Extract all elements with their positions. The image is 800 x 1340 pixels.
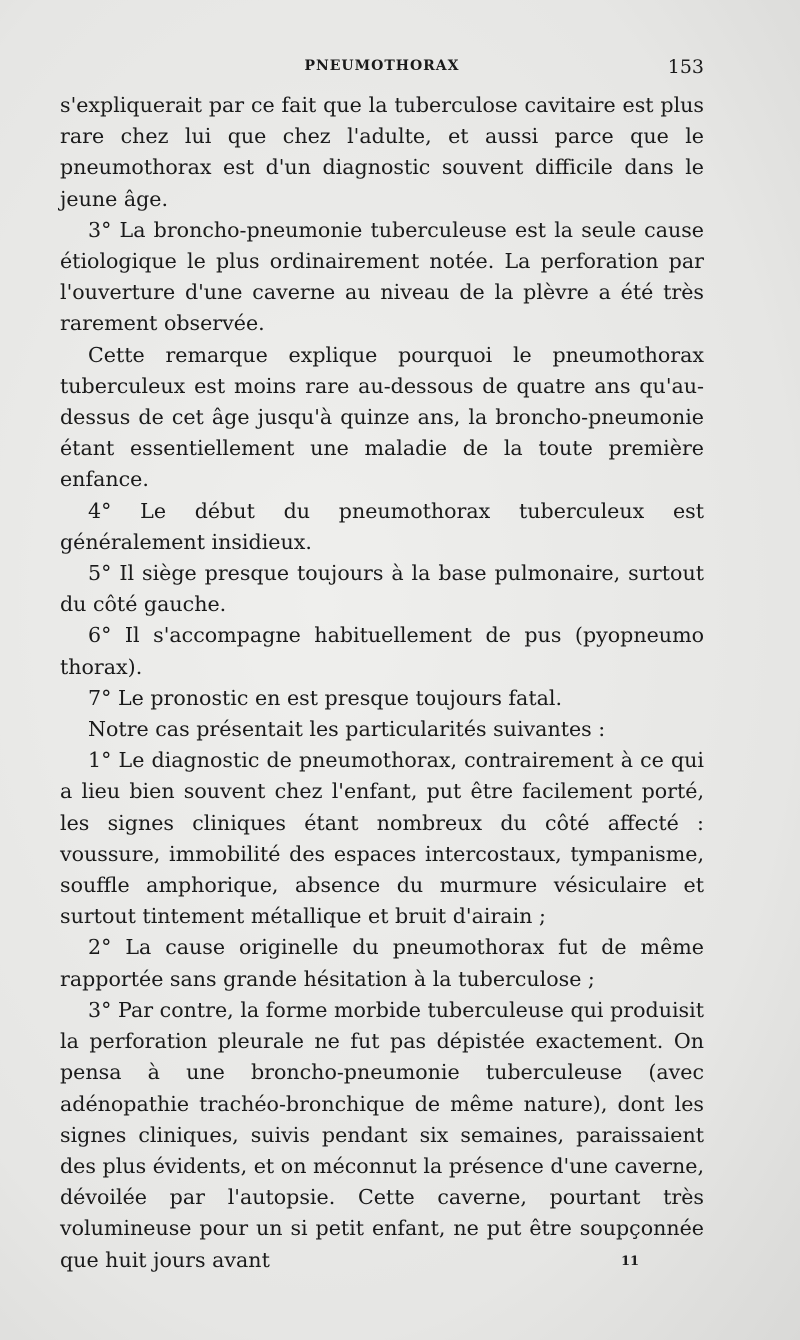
- paragraph: s'expliquerait par ce fait que la tuberculose cavitaire est plus rare chez lui que chez l'adulte, et aussi parce que le pneumothorax est d'un diagnostic souvent difficile dans le jeune âge.: [60, 93, 704, 211]
- paragraph: 3° La broncho-pneumonie tuberculeuse est la seule cause étiologique le plus ordinairement notée. La perforation par l'ouverture d'une caverne au niveau de la plèvre a été très rarement observée.: [60, 217, 704, 336]
- paragraph: 1° Le diagnostic de pneumothorax, contrairement à ce qui a lieu bien souvent chez l'enfant, put être facilement porté, les signes cliniques étant nombreux du côté affecté : voussure, immobilité des espaces intercostaux, tympanisme, souffle amphorique, absence du murmure vésiculaire et surtout tintement métallique et bruit d'airain ;: [60, 748, 704, 929]
- signature-mark: 11: [621, 1254, 640, 1269]
- page-number: 153: [667, 56, 704, 78]
- paragraph: Notre cas présentait les particularités suivantes :: [88, 717, 606, 742]
- running-title: PNEUMOTHORAX: [304, 58, 460, 74]
- paragraph: 5° Il siège presque toujours à la base pulmonaire, surtout du côté gauche.: [60, 561, 704, 617]
- paragraph: 3° Par contre, la forme morbide tuberculeuse qui produisit la perforation pleurale ne fut pas dépistée exactement. On pensa à une broncho-pneumonie tuberculeuse (avec adénopathie trachéo-bronchique de même nature), dont les signes cliniques, suivis pendant six semaines, paraissaient des plus évidents, et on méconnut la présence d'une caverne, dévoilée par l'autopsie. Cette caverne, pourtant très volumineuse pour un si petit enfant, ne put être soupçonnée que huit jours avant: [60, 997, 704, 1272]
- paragraph: 7° Le pronostic en est presque toujours fatal.: [88, 685, 563, 710]
- paragraph: 4° Le début du pneumothorax tuberculeux est généralement insidieux.: [60, 498, 704, 554]
- page-header: [60, 56, 704, 80]
- paragraph: 2° La cause originelle du pneumothorax fut de même rapportée sans grande hésitation à la tuberculose ;: [60, 935, 704, 991]
- paragraph: Cette remarque explique pourquoi le pneumothorax tuberculeux est moins rare au-dessous de quatre ans qu'au-dessus de cet âge jusqu'à quinze ans, la broncho-pneumonie étant essentiellement une maladie de la toute première enfance.: [60, 342, 704, 492]
- paragraph: 6° Il s'accompagne habituellement de pus (pyopneumo thorax).: [60, 623, 704, 679]
- body-text: [60, 90, 704, 1276]
